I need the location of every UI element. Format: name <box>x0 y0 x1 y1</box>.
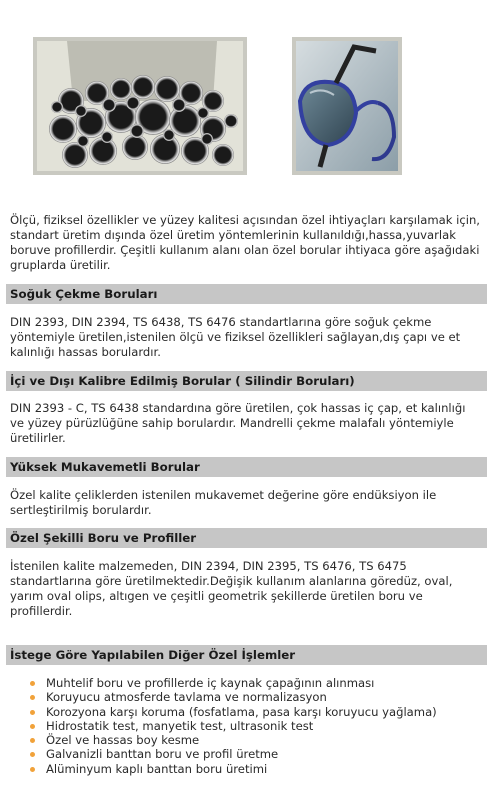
list-item-label: Koruyucu atmosferde tavlama ve normalizasyon <box>46 690 327 705</box>
section-heading-high-strength: Yüksek Mukavemetli Borular <box>6 457 487 477</box>
bullet-icon <box>30 767 35 772</box>
tube-end <box>49 115 77 143</box>
tube-end <box>172 98 186 112</box>
list-item <box>30 733 437 747</box>
section-text-cold-drawn: DIN 2393, DIN 2394, TS 6438, TS 6476 standartlarına göre soğuk çekme yöntemiyle üretilen,istenilen ölçü ve fiziksel özellikleri sağlayan,dış çapı ve et kalınlığı hassas borulardır. <box>10 315 461 359</box>
list-item <box>30 719 437 733</box>
tube-end <box>110 78 132 100</box>
bullet-icon <box>30 752 35 757</box>
tube-end <box>122 134 148 160</box>
bullet-icon <box>30 710 35 715</box>
tubes-photo <box>33 37 247 175</box>
tube-end <box>197 107 209 119</box>
list-item <box>30 747 437 761</box>
intro-paragraph: Ölçü, fiziksel özellikler ve yüzey kalitesi açısından özel ihtiyaçları karşılamak için, standart üretim dışında özel üretim yöntemlerinin kullanıldığı,hassa,yuvarlak boruve profillerdir. Çeşitli kullanım alanı olan özel borular ihtiyaca göre aşağıdaki gruplarda üretilir. <box>10 213 480 272</box>
list-item-label: Galvanizli banttan boru ve profil üretme <box>46 747 279 762</box>
tube-end <box>101 131 113 143</box>
section-heading-other-processes: İstege Göre Yapılabilen Diğer Özel İşlemler <box>6 645 487 665</box>
section-text-special-shaped: İstenilen kalite malzemeden, DIN 2394, DIN 2395, TS 6476, TS 6475 standartlarına göre üretilmektedir.Değişik kullanım alanlarına göredüz, oval, yarım oval olips, altıgen ve çeşitli geometrik şekillerde üretilen boru ve profillerdir. <box>10 559 453 618</box>
tube-end <box>126 96 140 110</box>
tube-end <box>131 75 155 99</box>
bullet-icon <box>30 738 35 743</box>
bent-tube-photo <box>292 37 402 175</box>
other-processes-list <box>30 676 437 776</box>
list-item <box>30 705 437 719</box>
tube-end <box>224 114 238 128</box>
section-heading-cold-drawn: Soğuk Çekme Boruları <box>6 284 487 304</box>
bullet-icon <box>30 724 35 729</box>
list-item <box>30 676 437 690</box>
section-text-high-strength: Özel kalite çeliklerden istenilen mukavemet değerine göre endüksiyon ile sertleştirilmiş borulardır. <box>10 488 437 517</box>
list-item-label: Korozyona karşı koruma (fosfatlama, pasa karşı koruyucu yağlama) <box>46 704 437 719</box>
list-item <box>30 762 437 776</box>
tube-end <box>130 124 144 138</box>
tube-end <box>51 101 63 113</box>
tube-end <box>212 144 234 166</box>
tube-end <box>201 133 213 145</box>
tube-end <box>77 135 89 147</box>
section-heading-special-shaped: Özel Şekilli Boru ve Profiller <box>6 528 487 548</box>
tube-end <box>163 129 175 141</box>
bullet-icon <box>30 681 35 686</box>
section-text-calibrated: DIN 2393 - C, TS 6438 standardına göre üretilen, çok hassas iç çap, et kalınlığı ve yüzey pürüzlüğüne sahip borulardır. Mandrelli çekme malafalı yöntemiyle üretilirler. <box>10 401 466 445</box>
list-item-label: Muhtelif boru ve profillerde iç kaynak çapağının alınması <box>46 676 375 690</box>
section-heading-calibrated: İçi ve Dışı Kalibre Edilmiş Borular ( Silindir Boruları) <box>6 371 487 391</box>
list-item-label: Özel ve hassas boy kesme <box>46 733 200 748</box>
tube-end <box>154 76 180 102</box>
tube-end <box>102 98 116 112</box>
tube-end <box>75 105 87 117</box>
list-item <box>30 690 437 704</box>
list-item-label: Hidrostatik test, manyetik test, ultrasonik test <box>46 718 314 733</box>
list-item-label: Alüminyum kaplı banttan boru üretimi <box>46 761 268 776</box>
bullet-icon <box>30 695 35 700</box>
